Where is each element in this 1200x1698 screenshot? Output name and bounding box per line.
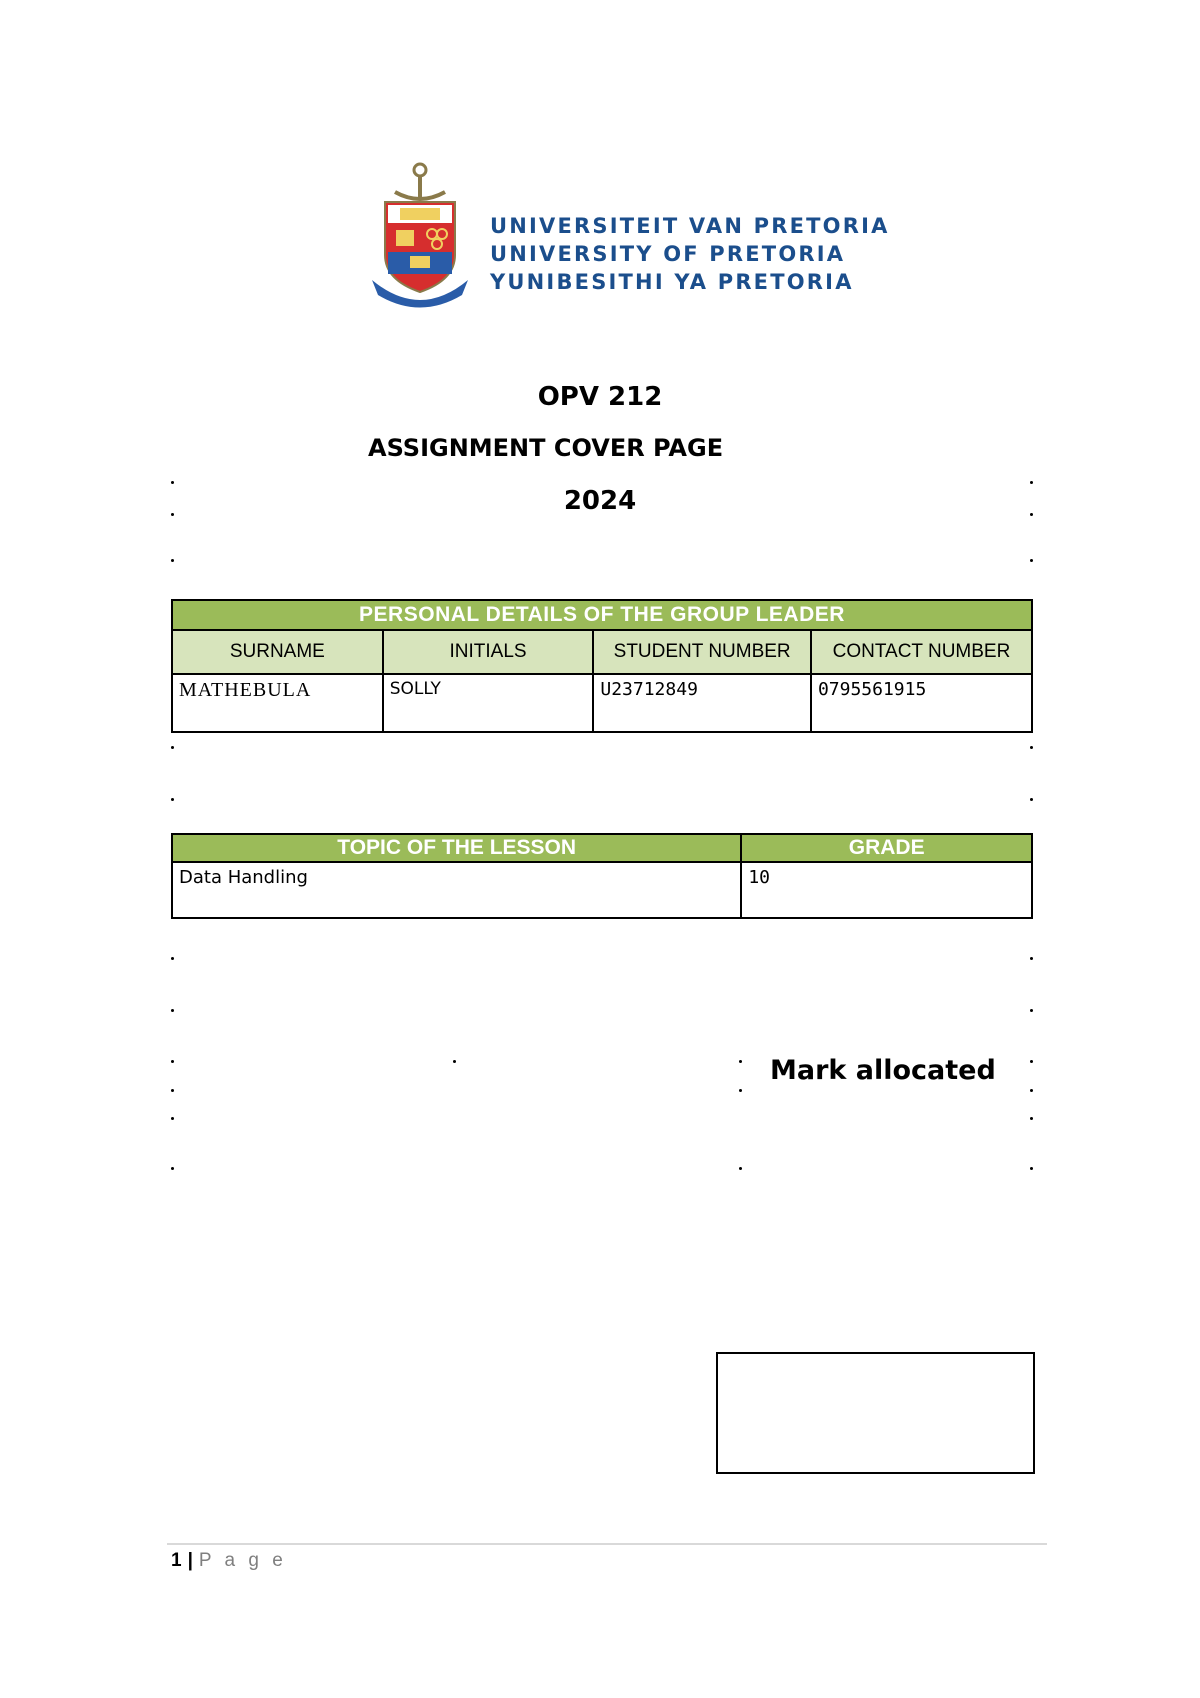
margin-dot [171,559,174,562]
page-footer [171,1550,287,1572]
page-word: P a g e [198,1550,287,1571]
margin-dot [171,798,174,801]
surname-value: MATHEBULA [172,674,383,732]
contact-number-value: 0795561915 [811,674,1032,732]
topic-heading: TOPIC OF THE LESSON [172,834,741,862]
table-row [172,862,1032,918]
column-header-contact-number: CONTACT NUMBER [811,630,1032,674]
initials-value: SOLLY [383,674,594,732]
margin-dot [1030,481,1033,484]
margin-dot [739,1089,742,1092]
margin-dot [1030,746,1033,749]
margin-dot [171,1009,174,1012]
personal-details-table [171,599,1033,733]
personal-details-heading: PERSONAL DETAILS OF THE GROUP LEADER [172,600,1032,630]
margin-dot [1030,1060,1033,1063]
margin-dot [171,746,174,749]
margin-dot [171,1167,174,1170]
margin-dot [171,481,174,484]
page-number: 1 [171,1550,182,1571]
footer-separator: | [187,1550,193,1571]
column-header-surname: SURNAME [172,630,383,674]
column-header-student-number: STUDENT NUMBER [593,630,811,674]
margin-dot [171,1089,174,1092]
column-header-initials: INITIALS [383,630,594,674]
student-number-value: U23712849 [593,674,811,732]
margin-dot [1030,1009,1033,1012]
margin-dot [171,1060,174,1063]
margin-dot [1030,957,1033,960]
university-name-block [490,212,890,296]
margin-dot [171,1117,174,1120]
lesson-table [171,833,1033,919]
margin-dot [171,957,174,960]
margin-dot [1030,513,1033,516]
margin-dot [1030,1089,1033,1092]
margin-dot [1030,1167,1033,1170]
grade-value: 10 [741,862,1032,918]
mark-allocated-label: Mark allocated [770,1055,996,1086]
assignment-title: ASSIGNMENT COVER PAGE [368,434,724,462]
course-code: OPV 212 [537,382,663,412]
margin-dot [171,513,174,516]
footer-divider [167,1543,1047,1545]
university-name-sepedi: YUNIBESITHI YA PRETORIA [490,270,854,294]
university-crest-icon [370,160,470,310]
university-name-afrikaans: UNIVERSITEIT VAN PRETORIA [490,214,890,238]
margin-dot [1030,1117,1033,1120]
margin-dot [453,1060,456,1063]
margin-dot [739,1167,742,1170]
year: 2024 [563,486,637,516]
margin-dot [739,1060,742,1063]
margin-dot [1030,559,1033,562]
university-name-english: UNIVERSITY OF PRETORIA [490,242,846,266]
margin-dot [1030,798,1033,801]
topic-value: Data Handling [172,862,741,918]
mark-allocated-box [716,1352,1035,1474]
table-row [172,674,1032,732]
grade-heading: GRADE [741,834,1032,862]
